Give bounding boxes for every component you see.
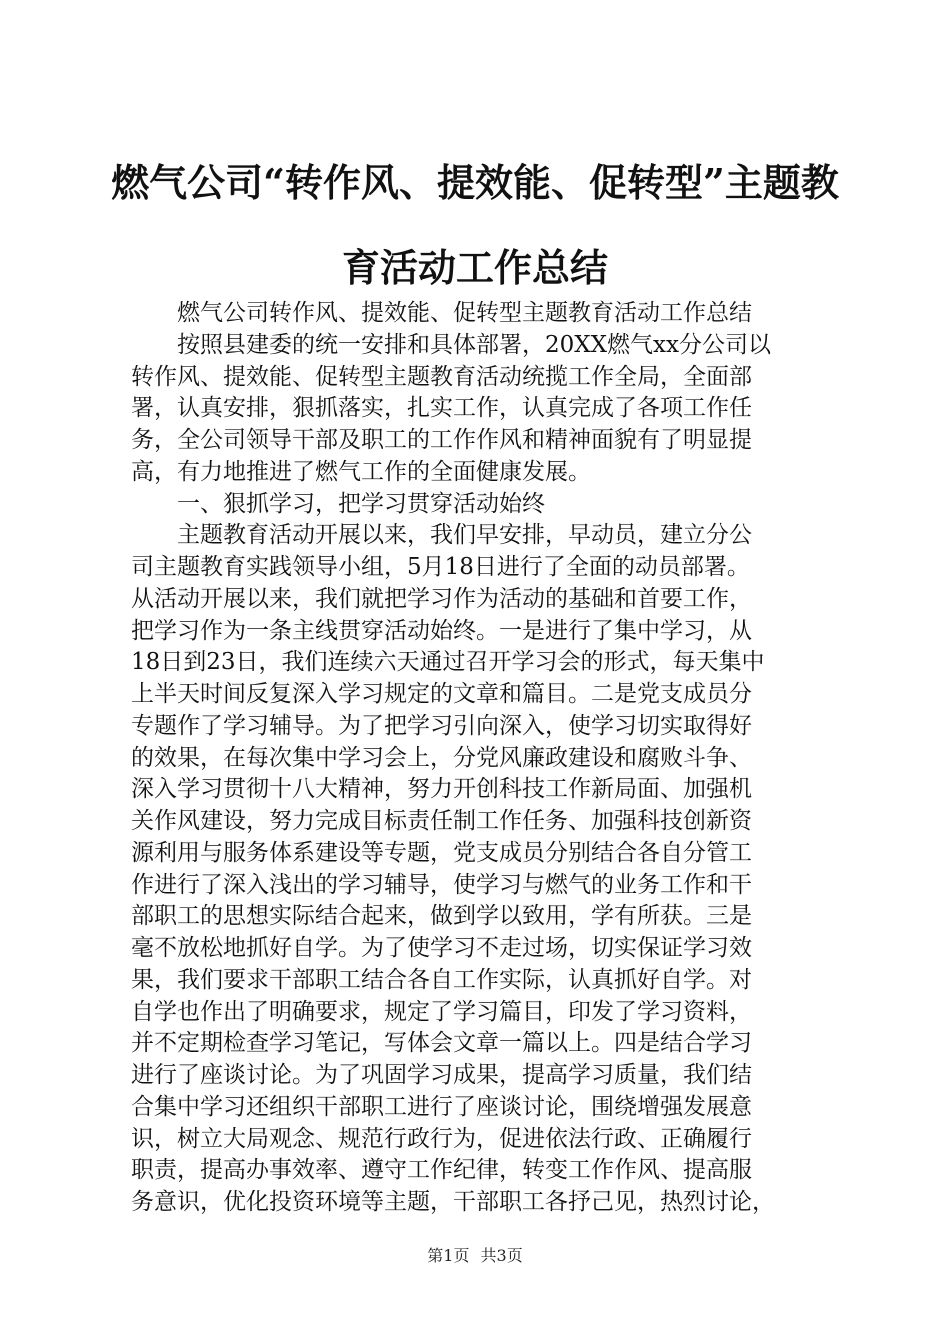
document-body: [131, 298, 842, 1219]
body-text-line: 把学习作为一条主线贯穿活动始终。一是进行了集中学习，从: [131, 617, 752, 644]
body-text-line: 按照县建委的统一安排和具体部署，20XX燃气xx分公司以: [131, 331, 771, 358]
body-text-line: 主题教育活动开展以来，我们早安排，早动员，建立分公: [131, 522, 752, 549]
body-text-line: 自学也作出了明确要求，规定了学习篇目，印发了学习资料，: [131, 998, 752, 1025]
body-text-line: 专题作了学习辅导。为了把学习引向深入，使学习切实取得好: [131, 712, 752, 739]
page-total: 共3页: [480, 1246, 523, 1265]
body-text-line: 关作风建设，努力完成目标责任制工作任务、加强科技创新资: [131, 808, 752, 834]
body-text-line: 作进行了深入浅出的学习辅导，使学习与燃气的业务工作和干: [131, 871, 752, 898]
body-text-line: 18日到23日，我们连续六天通过召开学习会的形式，每天集中: [131, 649, 765, 676]
body-text-line: 毫不放松地抓好自学。为了使学习不走过场，切实保证学习效: [131, 935, 752, 961]
body-text-line: 识，树立大局观念、规范行政行为，促进依法行政、正确履行: [131, 1125, 752, 1152]
body-text-line: 署，认真安排，狠抓落实，扎实工作，认真完成了各项工作任: [131, 395, 752, 422]
body-text-line: 合集中学习还组织干部职工进行了座谈讨论，围绕增强发展意: [131, 1093, 752, 1120]
body-text-line: 的效果，在每次集中学习会上，分党风廉政建设和腐败斗争、: [131, 744, 752, 771]
page-footer: [0, 1243, 950, 1266]
body-text-line: 职责，提高办事效率、遵守工作纪律，转变工作作风、提高服: [131, 1157, 752, 1184]
body-text-line: 燃气公司转作风、提效能、促转型主题教育活动工作总结: [131, 300, 752, 326]
body-text-line: 进行了座谈讨论。为了巩固学习成果，提高学习质量，我们结: [131, 1062, 752, 1088]
body-text-line: 司主题教育实践领导小组，5月18日进行了全面的动员部署。: [131, 554, 750, 580]
body-text-line: 部职工的思想实际结合起来，做到学以致用，学有所获。三是: [131, 903, 752, 930]
body-text-line: 源利用与服务体系建设等专题，党支成员分别结合各自分管工: [131, 839, 752, 866]
body-text-line: 一、狠抓学习，把学习贯穿活动始终: [131, 490, 545, 517]
page-number: 第1页: [427, 1246, 470, 1265]
body-text-line: 果，我们要求干部职工结合各自工作实际，认真抓好自学。对: [131, 966, 752, 993]
body-text-line: 务，全公司领导干部及职工的工作作风和精神面貌有了明显提: [131, 427, 752, 453]
body-text-line: 高，有力地推进了燃气工作的全面健康发展。: [131, 458, 591, 485]
document-title-line-2: 育活动工作总结: [341, 245, 608, 290]
body-text-line: 务意识，优化投资环境等主题，干部职工各抒己见，热烈讨论，: [131, 1189, 775, 1215]
document-title-line-1: 燃气公司“转作风、提效能、促转型”主题教: [111, 160, 839, 205]
body-text-line: 转作风、提效能、促转型主题教育活动统揽工作全局，全面部: [131, 363, 752, 390]
body-text-line: 深入学习贯彻十八大精神，努力开创科技工作新局面、加强机: [131, 776, 752, 803]
body-text-line: 上半天时间反复深入学习规定的文章和篇目。二是党支成员分: [131, 681, 752, 707]
body-text-line: 并不定期检查学习笔记，写体会文章一篇以上。四是结合学习: [131, 1030, 752, 1057]
body-text-line: 从活动开展以来，我们就把学习作为活动的基础和首要工作，: [131, 585, 752, 612]
